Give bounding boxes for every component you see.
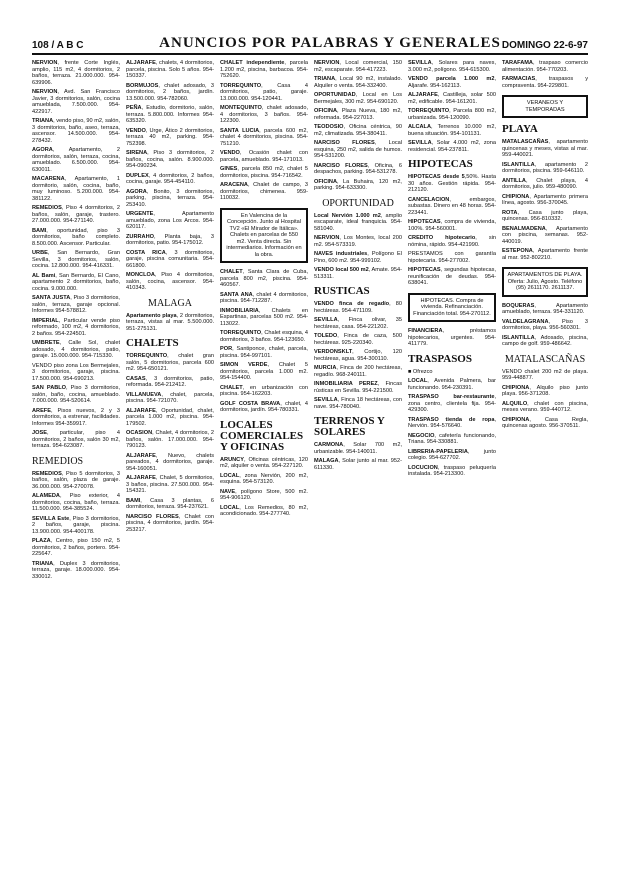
classified-ad: SIMON VERDE, Chalet 5 dormitorios, parcela 1.000 m2. 954-154400. — [220, 362, 308, 381]
classified-ad: ■ Ofrezco — [408, 368, 433, 375]
classified-ad: SANTA ANA, chalet 4 dormitorios, piscina. 954-712287. — [220, 291, 308, 304]
classified-ad: VENDO parcela 1.000 m2, Aljarafe. 954-162113. — [408, 76, 496, 89]
display-ad-box: HIPOTECAS. Compra de vivienda. Refinanciación. Financiación total. 954-270112. — [408, 293, 496, 323]
classified-ad: CARMONA, Solar 700 m2, urbanizable. 954-140011. — [314, 442, 402, 455]
classified-ad: Local Nervión 1.000 m2, amplio escaparate, ideal franquicia. 954-581040. — [314, 212, 402, 232]
classified-ad: TRASPASO bar-restaurante, zona centro, clientela fija. 954-429300. — [408, 394, 496, 413]
section-heading: CHALETS — [126, 337, 179, 349]
classified-ad: TORREQUINTO, Casa 4 dormitorios, patio, garaje. 13.000.000. 954-120441. — [220, 82, 308, 102]
classified-ad: URGENTE, Apartamento amueblado, zona Los Arcos. 954-620117. — [126, 211, 214, 230]
classified-ad: LOCAL, zona Nervión, 200 m2, esquina. 954-573120. — [220, 472, 308, 485]
classified-ad: CHALET independiente, parcela 1.200 m2, piscina, barbacoa. 954-752620. — [220, 60, 308, 79]
classified-ad: ALJARAFE, Castilleja, solar 500 m2, edificable. 954-161201. — [408, 92, 496, 105]
section-heading: MALAGA — [148, 297, 192, 309]
section-heading: PLAYA — [502, 123, 538, 135]
page-header — [0, 0, 620, 52]
classified-ad: NEGOCIO, cafetería funcionando, Triana. 954-330881. — [408, 432, 496, 445]
display-ad-box: APARTAMENTOS DE PLAYA. Oferta: Julio, Agosto. Teléfono (95) 2611170. 2611137. — [502, 267, 588, 297]
classified-ad: OFICINA, La Buhaira, 120 m2, parking. 954-633300. — [314, 178, 402, 191]
classified-ad: SEVILLA, Finca olivar, 35 hectáreas, casa. 954-221202. — [314, 317, 402, 330]
classified-ad: OPORTUNIDAD, Local en Los Bermejales, 300 m2. 954-690120. — [314, 92, 402, 105]
page-number: 108 / A B C — [32, 40, 84, 51]
classified-ad: HIPOTECAS, segundas hipotecas, reunificación de deudas. 954-638041. — [408, 267, 496, 286]
classified-ad: LOCAL, Avenida Palmera, bar funcionando. 954-230391. — [408, 378, 496, 391]
classified-ad: ISLANTILLA, Adosado, piscina, campo de golf. 959-486642. — [502, 334, 588, 347]
classified-ad: GOLF COSTA BRAVA, chalet, 4 dormitorios, jardín. 954-780331. — [220, 400, 308, 413]
section-heading: TRASPASOS — [408, 352, 472, 365]
section-heading: TERRENOS Y SOLARES — [314, 415, 385, 438]
classified-ad: GINES, parcela 850 m2, chalet 5 dormitorios, piscina. 954-716542. — [220, 166, 308, 179]
classified-ad: BENALMADENA, Apartamento con piscina, semanas. 952-440019. — [502, 225, 588, 245]
classified-ad: UMBRETE, Calle Sol, chalet adosado, 4 dormitorios, patio, garaje. 15.000.000. 954-715330. — [32, 340, 120, 359]
classified-ad: AGORA, Bonito, 3 dormitorios, parking, piscina, terraza. 954-253410. — [126, 188, 214, 208]
classified-ad: CHIPIONA, Alquilo piso junto playa. 956-371208. — [502, 384, 588, 397]
classified-ad: ALQUILO, chalet con piscina, meses verano. 959-440712. — [502, 400, 588, 413]
classified-ad: REMEDIOS, Piso 5 dormitorios, 3 baños, salón, plaza de garaje. 36.000.000. 954-270078. — [32, 470, 120, 490]
classified-ad: NARCISO FLORES, Local esquina, 250 m2, salida de humos. 954-531200. — [314, 140, 402, 159]
classified-ad: SEVILLA, Solar 4.000 m2, zona residencial. 954-237811. — [408, 140, 496, 153]
classified-ad: ALJARAFE, Nuevo, chalets pareados, 4 dormitorios, garaje. 954-160051. — [126, 452, 214, 472]
classified-ad: LOCAL, Los Remedios, 80 m2, acondicionado. 954-277740. — [220, 504, 308, 517]
section-heading: MATALASCAÑAS — [504, 353, 586, 365]
classified-ad: NAVE, polígono Store, 500 m2. 954-906120. — [220, 488, 308, 501]
classified-ad: MURCIA, Finca de 200 hectáreas, regadío. 968-240111. — [314, 365, 402, 378]
classified-ad: AL Bami, San Bernardo, El Cano, apartamento 2 dormitorios, baño, cocina. 9.000.000. — [32, 272, 120, 292]
section-heading: RUSTICAS — [314, 285, 370, 297]
classified-ad: BORMUJOS, chalet adosado, 3 dormitorios, 2 baños, jardín. 13.500.000. 954-782060. — [126, 82, 214, 102]
classified-ad: NARCISO FLORES, Chalet con piscina, 4 dormitorios, jardín. 954-253217. — [126, 513, 214, 533]
ad-column-1 — [32, 60, 120, 868]
classified-ad: ISLANTILLA, apartamento 2 dormitorios, piscina. 959-646110. — [502, 161, 588, 174]
classified-ad: SANTA JUSTA, Piso 3 dormitorios, salón, terraza, garaje opcional. Informes 954-578812. — [32, 295, 120, 314]
classified-ad: FINANCIERA, préstamos hipotecarios, urgentes. 954-411779. — [408, 328, 496, 347]
classified-ad: DUPLEX, 4 dormitorios, 2 baños, cocina, garaje. 954-454110. — [126, 172, 214, 185]
classified-ad: NARCISO FLORES, Oficina, 6 despachos, parking. 954-531278. — [314, 162, 402, 175]
classified-ad: ARACENA, Chalet de campo, 3 dormitorios, chimenea. 959-110032. — [220, 182, 308, 201]
classified-ad: NERVION, Local comercial, 150 m2, escaparate. 954-417223. — [314, 60, 402, 73]
classified-ad: TEODOSIO, Oficina céntrica, 90 m2, climatizada. 954-380411. — [314, 124, 402, 137]
classified-ad: SEVILLA, Finca 18 hectáreas, con nave. 954-780040. — [314, 397, 402, 410]
classified-ad: MATALASCAÑAS, apartamento quincenas y meses, vistas al mar. 959-440021. — [502, 139, 588, 158]
classified-ad: AREFE, Pisos nuevos, 2 y 3 dormitorios, a estrenar, facilidades. Informes 954-359917. — [32, 407, 120, 427]
display-ad-box: En Valencina de la Concepción. Junto al Hospital TV2 «El Mirador de Itálica». Chalets en parcelas de 550 m2. Venta directa. Sin intermediarios. Información en la obra. — [220, 208, 308, 264]
classified-ad: ROTA, Casa junto playa, quincenas. 956-810332. — [502, 209, 588, 222]
section-heading: LOCALES COMERCIALES Y OFICINAS — [220, 418, 304, 453]
classified-ad: Apartamento playa, 2 dormitorios, terraza, vistas al mar. 5.500.000. 951-275131. — [126, 312, 214, 332]
classified-ad: CANCELACION, embargos, subastas. Dinero en 48 horas. 954-223441. — [408, 196, 496, 216]
page-date: DOMINGO 22-6-97 — [501, 40, 588, 51]
classified-ad: ZURRAHO, Planta baja, 3 dormitorios, patio. 954-175012. — [126, 233, 214, 246]
classified-ad: NAVES industriales, Polígono El Pino, 600 m2. 954-999102. — [314, 251, 402, 264]
classified-ad: TORREQUINTO, Chalet esquina, 4 dormitorios, 3 baños. 954-123650. — [220, 330, 308, 343]
classified-ad: CASAS, 3 dormitorios, patio, reformada. 954-212412. — [126, 375, 214, 388]
classified-ad: BAMI, Casa 3 plantas, 6 dormitorios, terraza. 954-237621. — [126, 497, 214, 510]
classified-ad: TORREQUINTO, Parcela 800 m2, urbanizada. 954-120090. — [408, 108, 496, 121]
header-rule — [32, 53, 588, 55]
classified-ad: TOLEDO, Finca de caza, 500 hectáreas. 925-220340. — [314, 333, 402, 346]
classified-ad: VERDONSKLT, Cortijo, 120 hectáreas, agua. 954-300110. — [314, 349, 402, 362]
section-heading: HIPOTECAS — [408, 158, 473, 170]
classified-ad: BAMI, oportunidad, piso 3 dormitorios, baño completo. 8.500.000. Ascensor. Particular. — [32, 227, 120, 247]
classified-ad: SAN PABLO, Piso 3 dormitorios, salón, baño, cocina, amueblado. 7.000.000. 954-520614. — [32, 385, 120, 404]
classified-ad: VENDO, Urge, Ático 2 dormitorios, terraza 40 m2, parking. 954-752398. — [126, 127, 214, 147]
classified-ad: MONTEQUINTO, chalet adosado, 4 dormitorios, 3 baños. 954-122300. — [220, 105, 308, 124]
classified-ad: NERVION, Los Montes, local 200 m2. 954-573319. — [314, 235, 402, 248]
classified-ad: VALDELAGRANA, Piso 3 dormitorios, playa. 956-560301. — [502, 318, 588, 331]
classified-ad: PEÑA, Estudio, dormitorio, salón, terraza. 5.800.000. Informes 954-635320. — [126, 105, 214, 124]
classified-ad: VENDO local 500 m2, Amate. 954-513311. — [314, 267, 402, 280]
classified-ad: LIBRERIA-PAPELERIA, junto colegio. 954-627702. — [408, 448, 496, 461]
classified-ad: BOQUERAS, Apartamento amueblado, terraza. 954-331120. — [502, 302, 588, 315]
classified-ad: ALJARAFE, Chalet, 5 dormitorios, 3 baños, piscina. 27.500.000. 954-154321. — [126, 475, 214, 494]
classified-ad: NERVION, frente Corte Inglés, amplio, 115 m2, 4 dormitorios, 2 baños, terraza. 21.000.000. 954-639906. — [32, 60, 120, 86]
classified-ad: COSTA RICA, 3 dormitorios, garaje, piscina comunitaria. 954-661800. — [126, 249, 214, 269]
classified-ad: CHALET, Santa Clara de Cuba, parcela 800 m2, piscina. 954-460567. — [220, 269, 308, 288]
classified-ad: MACARENA, Apartamento, 1 dormitorio, salón, cocina, baño, muy luminoso. 5.200.000. 954-381122. — [32, 176, 120, 202]
ad-column-2 — [126, 60, 214, 868]
classified-ad: OCASION, Chalet, 4 dormitorios, 2 baños, salón. 17.000.000. 954-790123. — [126, 430, 214, 449]
classified-ad: ESTEPONA, Apartamento frente al mar. 952-802210. — [502, 248, 588, 261]
classified-ad: CHIPIONA, Apartamento primera línea, agosto. 956-370045. — [502, 193, 588, 206]
classified-ad: TRIANA, vendo piso, 90 m2, salón, 3 dormitorios, baño, aseo, terraza, ascensor. 14.500.000. 954-278432. — [32, 118, 120, 144]
classified-ad: TRASPASO tienda de ropa, Nervión. 954-576640. — [408, 416, 496, 429]
classified-ad: POR, Santiponce, chalet, parcela, piscina. 954-997101. — [220, 346, 308, 359]
page-title: ANUNCIOS POR PALABRAS Y GENERALES — [159, 35, 501, 51]
classified-ad: VENDO chalet 200 m2 de playa. 959-448877. — [502, 368, 588, 381]
classified-ad: MONCLOA, Piso 4 dormitorios, salón, cocina, ascensor. 954-410343. — [126, 272, 214, 291]
classified-ad: CHIPIONA, Casa Regla, quincenas agosto. 956-370511. — [502, 416, 588, 429]
classified-ad: CREDITO hipotecario, sin nómina, rápido. 954-421990. — [408, 235, 496, 248]
classified-ad: JOSE, particular, piso 4 dormitorios, 2 baños, salón 30 m2, terraza. 954-623087. — [32, 430, 120, 449]
classified-ad: CHALET, en urbanización con piscina. 954-162203. — [220, 384, 308, 397]
classified-ad: REMEDIOS, Piso 4 dormitorios, 2 baños, salón, garaje, trastero. 27.000.000. 954-271140. — [32, 205, 120, 224]
classified-ad: TRIANA, Local 90 m2, instalado. Alquiler o venta. 954-332400. — [314, 76, 402, 89]
classified-ad: ARUNCY, Oficinas céntricas, 120 m2, alquiler o venta. 954-227120. — [220, 456, 308, 469]
classified-ad: ALJARAFE, chalets, 4 dormitorios, parcela, piscina. Solo 5 años. 954-150337. — [126, 60, 214, 79]
classified-ad: IMPERIAL, Particular vende piso reformado, 100 m2, 4 dormitorios, 2 baños. 954-224501. — [32, 317, 120, 337]
classified-ad: SIRENA, Piso 3 dormitorios, 2 baños, cocina, salón. 8.900.000. 954-090234. — [126, 150, 214, 169]
classified-ad: URBE, San Bernardo, Gran Sevilla, 3 dormitorios, salón, cocina. 12.800.000. 954-416331. — [32, 250, 120, 269]
classified-ad: VILLANUEVA, chalet, parcela, piscina. 954-721070. — [126, 391, 214, 404]
classified-ad: ALJARAFE, Oportunidad, chalet, parcela 1.000 m2, piscina. 954-179502. — [126, 407, 214, 427]
classified-ad: TORREQUINTO, chalet gran salón, 5 dormitorios, parcela 600 m2. 954-650121. — [126, 353, 214, 372]
ad-column-3 — [220, 60, 308, 868]
classified-ad: VENDO, Ocasión chalet con parcela, amueblado. 954-171013. — [220, 150, 308, 163]
ad-column-4 — [314, 60, 402, 868]
classified-ad: VENDO piso zona Los Bermejales, 3 dormitorios, garaje, piscina. 17.500.000. 954-690213. — [32, 362, 120, 382]
classified-ad: TRIANA, Duplex 3 dormitorios, terraza, garaje. 18.000.000. 954-330012. — [32, 560, 120, 580]
classified-ad: TARAFAMA, traspaso comercio alimentación. 954-770203. — [502, 60, 588, 73]
classified-ad: SEVILLA, Solares para naves, 3.000 m2, polígono. 954-615300. — [408, 60, 496, 73]
classified-ad: ALAMEDA, Piso exterior, 4 dormitorios, cocina, baño, terraza. 11.500.000. 954-385524. — [32, 493, 120, 512]
classified-ad: SANTA LUCIA, parcela 600 m2, chalet 4 dormitorios, piscina. 954-751210. — [220, 127, 308, 147]
classified-ad: PRESTAMOS con garantía hipotecaria. 954-277002. — [408, 251, 496, 264]
classified-ad: LOCUCION, traspaso peluquería instalada. 954-213300. — [408, 464, 496, 477]
ad-column-6 — [502, 60, 588, 868]
section-heading: OPORTUNIDAD — [322, 197, 394, 209]
classified-ad: HIPOTECAS desde 5,50%. Hasta 30 años. Gestión rápida. 954-212120. — [408, 174, 496, 193]
classified-ad: AGORA, Apartamento, 2 dormitorios, salón, terraza, cocina, amueblado. 6.500.000. 954-630011. — [32, 147, 120, 173]
classified-ad: HIPOTECAS, compra de vivienda, 100%. 954-560001. — [408, 219, 496, 232]
classified-ad: VENDO finca de regadío, 80 hectáreas. 954-471109. — [314, 301, 402, 314]
classified-ad: FARMACIAS, traspasos y compraventa. 954-229801. — [502, 76, 588, 89]
classified-ad: MALAGA, Solar junto al mar. 952-611330. — [314, 458, 402, 471]
section-heading: REMEDIOS — [32, 455, 84, 467]
classified-ad: OFICINA, Plaza Nueva, 180 m2, reformada. 954-227013. — [314, 108, 402, 121]
ad-column-5 — [408, 60, 496, 868]
classified-ad: INMOBILIARIA, Chalets en Espartinas, parcelas 500 m2. 954-113022. — [220, 307, 308, 327]
display-ad-box: VERANEOS Y TEMPORADAS — [502, 95, 588, 118]
classified-ad: ALCALA, Terrenos 10.000 m2, buena situación. 954-101131. — [408, 124, 496, 137]
classified-ad: ANTILLA, Chalet playa, 4 dormitorios, julio. 959-480090. — [502, 177, 588, 190]
classified-ad: SEVILLA Este, Piso 3 dormitorios, 2 baños, garaje, piscina. 13.900.000. 954-400178. — [32, 515, 120, 535]
classified-ad: NERVION, Avd. San Francisco Javier, 3 dormitorios, salón, cocina amueblada, 7.500.000. 954-422917. — [32, 89, 120, 115]
classified-ad: INMOBILIARIA PEREZ, Fincas rústicas en Sevilla. 954-221500. — [314, 381, 402, 394]
classified-ad: PLAZA, Centro, piso 150 m2, 5 dormitorios, 2 baños, portero. 954-225647. — [32, 538, 120, 557]
